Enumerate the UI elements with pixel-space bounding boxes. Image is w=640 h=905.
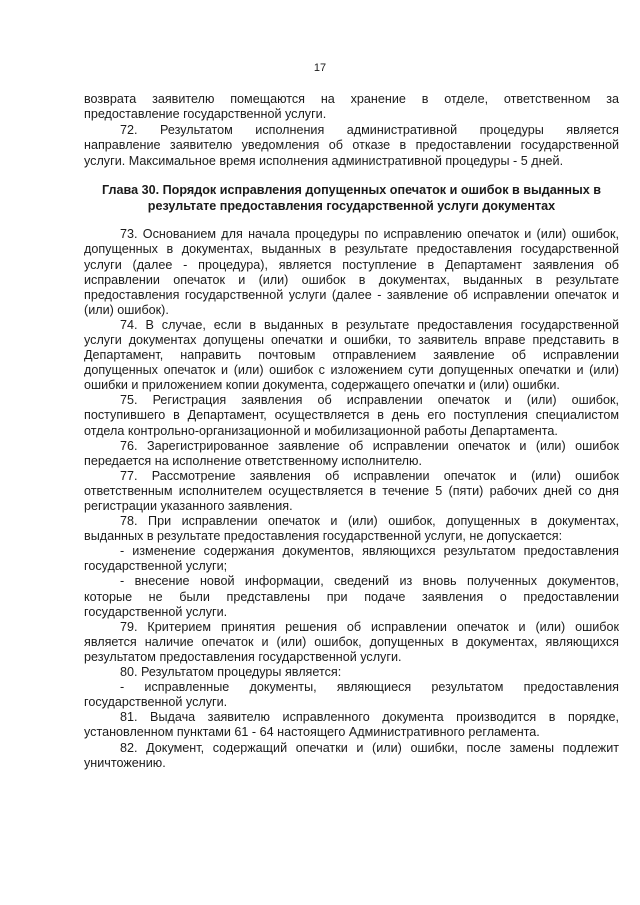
text-line: 80. Результатом процедуры является: bbox=[120, 665, 342, 680]
list-item-corrected-documents bbox=[84, 680, 619, 710]
paragraph-79 bbox=[84, 620, 619, 665]
previous-section-text bbox=[84, 92, 619, 169]
list-item-new-information bbox=[84, 574, 619, 619]
text-line: услуги. Максимальное время исполнения административной процедуры - 5 дней. bbox=[84, 153, 564, 168]
text-line: государственной услуги. bbox=[84, 695, 228, 710]
text-line: услуги (далее - процедура), является поступление в Департамент заявления об bbox=[84, 257, 619, 272]
text-line: Департамент, направить почтовым отправлением заявление об исправлении bbox=[84, 348, 619, 363]
text-line: установленном пунктами 61 - 64 настоящего Административного регламента. bbox=[84, 725, 540, 740]
paragraph-78 bbox=[84, 514, 619, 544]
text-line: ошибки и приложением копии документа, содержащего опечатки и (или) ошибки. bbox=[84, 378, 560, 393]
text-line: допущенных опечаток и (или) ошибок с изложением сути допущенных опечатки и (или) bbox=[84, 363, 619, 378]
paragraph-81 bbox=[84, 710, 619, 740]
text-line: 73. Основанием для начала процедуры по исправлению опечаток и (или) ошибок, bbox=[120, 227, 619, 242]
text-line: 81. Выдача заявителю исправленного документа производится в порядке, bbox=[120, 710, 619, 725]
text-line: 74. В случае, если в выданных в результате предоставления государственной bbox=[120, 317, 619, 332]
text-line: ответственным исполнителем осуществляется в течение 5 (пяти) рабочих дней со дня bbox=[84, 483, 619, 498]
list-item-content-change bbox=[84, 544, 619, 574]
paragraph-75 bbox=[84, 393, 619, 438]
text-line: 75. Регистрация заявления об исправлении опечаток и (или) ошибок, bbox=[120, 393, 619, 408]
text-line: предоставление государственной услуги. bbox=[84, 107, 327, 122]
text-line: поступившего в Департамент, осуществляется в день его поступления специалистом bbox=[84, 408, 619, 423]
text-line: 72. Результатом исполнения административной процедуры является bbox=[120, 122, 619, 137]
text-line: - исправленные документы, являющиеся результатом предоставления bbox=[120, 680, 619, 695]
paragraph-74 bbox=[84, 318, 619, 393]
text-line: является наличие опечаток и (или) ошибок, допущенных в документах, являющихся bbox=[84, 634, 619, 649]
text-line: выданных в результате предоставления государственной услуги, не допускается: bbox=[84, 529, 563, 544]
paragraph-73 bbox=[84, 227, 619, 318]
text-line: уничтожению. bbox=[84, 755, 166, 770]
text-line: передается на исполнение ответственному исполнителю. bbox=[84, 453, 422, 468]
text-line: регистрации указанного заявления. bbox=[84, 499, 293, 513]
paragraph-76 bbox=[84, 439, 619, 469]
text-line: 77. Рассмотрение заявления об исправлении опечаток и (или) ошибок bbox=[120, 468, 619, 483]
text-line: 76. Зарегистрированное заявление об исправлении опечаток и (или) ошибок bbox=[120, 438, 619, 453]
document-body bbox=[84, 92, 619, 771]
text-line: (или) ошибок). bbox=[84, 302, 169, 317]
text-line: результатом предоставления государственной услуги. bbox=[84, 649, 402, 664]
paragraph-77 bbox=[84, 469, 619, 514]
chapter-heading bbox=[84, 183, 619, 213]
text-line: направление заявителю уведомления об отказе в предоставлении государственной bbox=[84, 138, 619, 153]
heading-line: Глава 30. Порядок исправления допущенных опечаток и ошибок в выданных в bbox=[102, 183, 601, 198]
text-line: предоставления государственной услуги (далее - заявление об исправлении опечаток и bbox=[84, 287, 619, 302]
paragraph-continuation bbox=[84, 92, 619, 123]
text-line: отдела контрольно-организационной и мобилизационной работы Департамента. bbox=[84, 423, 558, 438]
text-line: 79. Критерием принятия решения об исправлении опечаток и (или) ошибок bbox=[120, 619, 619, 634]
text-line: услуги документах допущены опечатки и ошибки, то заявитель вправе представить в bbox=[84, 332, 619, 347]
paragraph-82 bbox=[84, 741, 619, 771]
text-line: - внесение новой информации, сведений из вновь полученных документов, bbox=[120, 574, 619, 589]
paragraph-72 bbox=[84, 123, 619, 169]
text-line: государственной услуги; bbox=[84, 559, 228, 574]
text-line: исправлении опечаток и (или) ошибок в документах, выданных в результате bbox=[84, 272, 619, 287]
paragraph-80 bbox=[84, 665, 619, 680]
heading-line: результате предоставления государственной услуги документах bbox=[147, 198, 556, 213]
text-line: 78. При исправлении опечаток и (или) ошибок, допущенных в документах, bbox=[120, 514, 619, 529]
text-line: которые не были представлены при подаче заявления о предоставлении bbox=[84, 589, 619, 604]
text-line: государственной услуги. bbox=[84, 604, 228, 619]
text-line: - изменение содержания документов, являющихся результатом предоставления bbox=[120, 544, 619, 559]
page-number: 17 bbox=[313, 62, 327, 74]
text-line: 82. Документ, содержащий опечатки и (или) ошибки, после замены подлежит bbox=[120, 740, 619, 755]
text-line: возврата заявителю помещаются на хранение в отделе, ответственном за bbox=[84, 92, 619, 106]
text-line: допущенных в документах, выданных в результате предоставления государственной bbox=[84, 242, 619, 257]
